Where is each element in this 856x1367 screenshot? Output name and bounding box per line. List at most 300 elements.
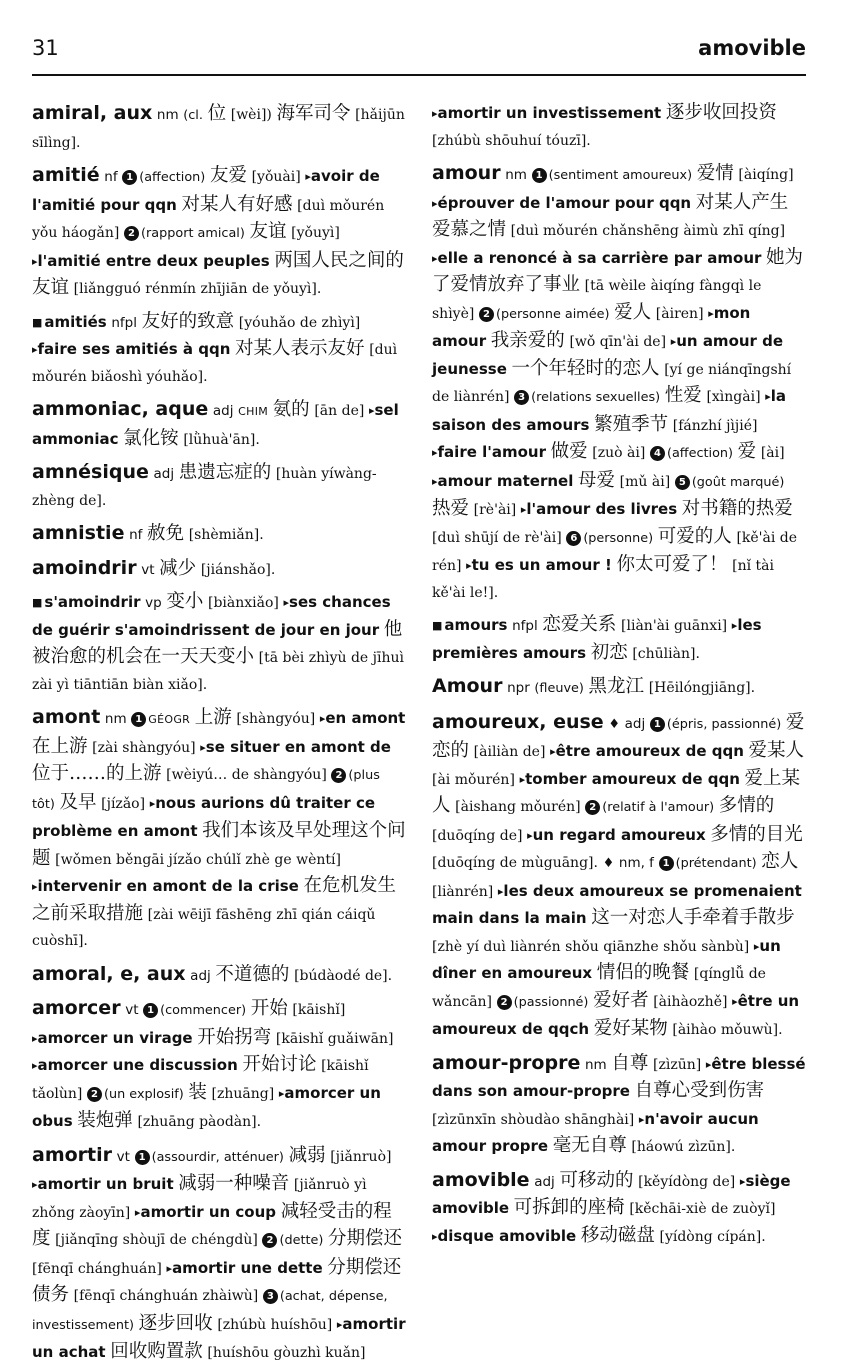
pinyin: [zhúbù huíshōu] xyxy=(217,1316,333,1333)
gram-label: nm xyxy=(584,1056,607,1073)
arrow-icon: ▸ xyxy=(32,254,38,268)
translation: 对某人有好感 xyxy=(181,193,293,215)
sense-label: (affection) xyxy=(666,446,734,461)
entry-amnesique xyxy=(32,459,406,514)
pinyin: [zài shàngyóu] xyxy=(92,739,196,756)
square-bullet-icon: ■ xyxy=(32,596,43,609)
arrow-icon: ▸ xyxy=(319,712,326,725)
sense-number: 2 xyxy=(124,226,139,241)
headword: amour-propre xyxy=(432,1051,581,1074)
arrow-icon: ▸ xyxy=(765,390,771,403)
example: amorcer une discussion xyxy=(37,1056,238,1074)
translation: 赦免 xyxy=(147,523,185,544)
pinyin: [duōqíng de mùguāng]. xyxy=(432,855,598,871)
translation: 开始 xyxy=(250,998,288,1019)
square-bullet-icon: ■ xyxy=(432,619,443,632)
pinyin: [fēnqī chánghuán] xyxy=(32,1260,162,1277)
gram-label: vt xyxy=(141,561,155,578)
pinyin: [jiǎnqīng shòujī de chéngdù] xyxy=(55,1232,258,1248)
translation: 他被治愈的机会在一天天变小 xyxy=(32,618,403,667)
translation: 逐步收回投资 xyxy=(665,102,777,123)
translation: 减弱一种噪音 xyxy=(178,1173,290,1194)
arrow-icon: ▸ xyxy=(432,446,438,459)
example: intervenir en amont de la crise xyxy=(37,877,299,895)
translation: 她为了爱情放弃了事业 xyxy=(432,246,804,295)
sense-label: (épris, passionné) xyxy=(666,716,782,732)
translation: 热爱 xyxy=(432,498,470,519)
pinyin: [duì shūjí de rè'ài] xyxy=(432,529,562,546)
pinyin: [shàngyóu] xyxy=(236,711,316,727)
arrow-icon: ▸ xyxy=(432,251,438,265)
translation: 黑龙江 xyxy=(588,676,645,697)
example: les premières amours xyxy=(432,616,762,662)
example: n'avoir aucun amour propre xyxy=(432,1109,759,1155)
arrow-icon: ▸ xyxy=(32,343,38,356)
sense-number: 3 xyxy=(263,1289,278,1304)
sense-number: 1 xyxy=(135,1150,150,1165)
sense-number: 2 xyxy=(262,1233,277,1248)
sense-label: (personne aimée) xyxy=(495,306,610,322)
translation: 爱情 xyxy=(696,163,734,184)
example: amour maternel xyxy=(437,471,574,490)
pinyin: [tā bèi zhìyù de jīhuì zài yì tiāntiān biàn xiǎo]. xyxy=(32,650,404,693)
translation: 爱好者 xyxy=(593,989,649,1011)
entry-amovible xyxy=(432,1167,806,1251)
arrow-icon: ▸ xyxy=(739,1174,746,1188)
translation: 一个年轻时的恋人 xyxy=(511,357,660,379)
translation: 在危机发生之前采取措施 xyxy=(32,875,396,924)
arrow-icon: ▸ xyxy=(520,503,527,516)
translation: 分期偿还 xyxy=(328,1228,403,1249)
headword: amont xyxy=(32,706,101,728)
arrow-icon: ▸ xyxy=(753,939,760,953)
headword: amorcer xyxy=(32,997,121,1019)
pinyin: [liàn'ài guānxi] xyxy=(621,618,728,634)
sense-number: 1 xyxy=(122,170,137,185)
arrow-icon: ▸ xyxy=(708,306,714,320)
example: être un amoureux de qqch xyxy=(432,991,800,1038)
translation: 减弱 xyxy=(288,1144,326,1166)
entry-amoureux xyxy=(432,709,806,1044)
pinyin: [wǒmen běngāi jízǎo chúlǐ zhè ge wèntí] xyxy=(55,851,341,868)
field-label: CHIM xyxy=(238,405,269,418)
pinyin: [ài] xyxy=(760,445,785,461)
translation: 你太可爱了！ xyxy=(616,554,728,575)
sense-number: 2 xyxy=(479,307,494,322)
arrow-icon: ▸ xyxy=(497,884,504,898)
arrow-icon: ▸ xyxy=(305,170,311,183)
gram-label: adj xyxy=(534,1173,555,1190)
sense-label: (achat, dépense, investissement) xyxy=(32,1289,388,1333)
translation: 多情的 xyxy=(718,795,775,816)
sense-number: 1 xyxy=(659,856,674,871)
translation: 开始讨论 xyxy=(242,1054,317,1075)
subheadword: s'amoindrir xyxy=(44,593,141,611)
pinyin: [zhè yí duì liànrén shǒu qiānzhe shǒu sànbù] xyxy=(432,938,750,955)
entry-ammoniac xyxy=(32,396,406,453)
gram-label: nfpl xyxy=(512,618,538,634)
arrow-icon: ▸ xyxy=(278,1086,285,1100)
gram-label: vt xyxy=(116,1148,130,1165)
arrow-icon: ▸ xyxy=(134,1205,141,1219)
translation: 对某人表示友好 xyxy=(235,338,365,359)
translation: 性爱 xyxy=(664,385,702,406)
entry-amour xyxy=(432,160,806,606)
sense-label: (goût marqué) xyxy=(691,474,785,490)
pinyin: [àiren] xyxy=(655,305,704,322)
translation: 自尊心受到伤害 xyxy=(634,1080,765,1101)
header-rule xyxy=(32,74,806,76)
pinyin: [liànrén] xyxy=(432,883,494,900)
translation: 情侣的晚餐 xyxy=(596,962,690,983)
sense-label: (passionné) xyxy=(513,994,589,1010)
headword: amoindrir xyxy=(32,556,137,579)
pinyin: [xìngài] xyxy=(706,389,761,405)
headword: amoral, e, aux xyxy=(32,962,186,985)
translation: 友谊 xyxy=(249,221,287,242)
entry-amoindrir xyxy=(32,555,406,584)
gram-label: vt xyxy=(125,1002,139,1018)
translation: 恋爱关系 xyxy=(542,614,617,635)
sense-label: (prétendant) xyxy=(675,856,757,871)
translation: 氯化铵 xyxy=(123,427,179,449)
translation: 装炮弹 xyxy=(77,1110,133,1131)
gram-label: nf xyxy=(129,527,143,543)
pinyin: [tā wèile àiqíng fàngqì le shìyè] xyxy=(432,278,762,322)
arrow-icon: ▸ xyxy=(368,404,375,417)
arrow-icon: ▸ xyxy=(149,796,156,810)
example: être blessé dans son amour-propre xyxy=(432,1054,806,1100)
example: amortir un coup xyxy=(140,1202,277,1221)
sense-label: (commencer) xyxy=(160,1003,247,1018)
entry-amortir-continued xyxy=(432,100,806,154)
translation: 逐步回收 xyxy=(138,1312,213,1334)
translation: 海军司令 xyxy=(276,103,351,124)
translation: 自尊 xyxy=(611,1052,649,1074)
translation: 我们本该及早处理这个问题 xyxy=(32,820,406,869)
example: l'amour des livres xyxy=(526,500,678,518)
pinyin: [kěchāi-xiè de zuòyǐ] xyxy=(629,1201,776,1217)
gram-label: nm xyxy=(104,711,127,727)
example: éprouver de l'amour pour qqn xyxy=(437,193,692,212)
gram-label: adj xyxy=(212,403,234,419)
example: la saison des amours xyxy=(432,387,786,434)
example: disque amovible xyxy=(437,1226,577,1245)
headword: amoureux, euse xyxy=(432,710,604,733)
translation: 及早 xyxy=(59,791,97,813)
sense-number: 5 xyxy=(675,475,690,490)
sense-number: 3 xyxy=(514,390,529,405)
example: amortir un achat xyxy=(32,1314,406,1361)
example: sel ammoniac xyxy=(32,401,399,448)
arrow-icon: ▸ xyxy=(466,559,472,572)
arrow-icon: ▸ xyxy=(166,1261,173,1275)
sense-number: 4 xyxy=(650,446,665,461)
arrow-icon: ▸ xyxy=(519,772,526,786)
translation: 可移动的 xyxy=(559,1169,634,1191)
subheadword: amitiés xyxy=(44,312,107,331)
pinyin: [zuò ài] xyxy=(592,445,646,461)
square-bullet-icon: ■ xyxy=(32,315,43,329)
translation: 变小 xyxy=(166,591,204,612)
arrow-icon: ▸ xyxy=(550,745,556,758)
arrow-icon: ▸ xyxy=(32,1031,38,1045)
pinyin: [nǐ tài kě'ài le!]. xyxy=(432,558,774,601)
pinyin: [mǔ ài] xyxy=(619,473,671,490)
translation: 可拆卸的座椅 xyxy=(513,1197,625,1218)
running-head: amovible xyxy=(698,36,806,60)
gram-label: npr xyxy=(507,680,530,696)
translation: 初恋 xyxy=(590,641,628,663)
example: les deux amoureux se promenaient main dans la main xyxy=(432,881,802,927)
pinyin: [Hēilóngjiāng]. xyxy=(648,680,756,696)
example: faire l'amour xyxy=(437,443,546,461)
entry-amortir xyxy=(32,1142,406,1367)
pinyin: [zhuāng pàodàn]. xyxy=(137,1114,262,1130)
gram-label: adj xyxy=(624,715,646,732)
diamond-icon: ♦ xyxy=(608,716,620,732)
pinyin: [liǎngguó rénmín zhījiān de yǒuyì]. xyxy=(73,281,322,297)
example: elle a renoncé à sa carrière par amour xyxy=(437,248,762,267)
page-header xyxy=(32,36,806,78)
example: amortir une dette xyxy=(172,1258,323,1277)
pinyin: [àihàozhě] xyxy=(653,993,728,1010)
sense-label: (relations sexuelles) xyxy=(531,390,661,405)
pinyin: [àishang mǒurén] xyxy=(455,799,581,815)
translation: 对某人产生爱慕之情 xyxy=(432,191,789,240)
gram-label: vp xyxy=(145,595,162,611)
entry-amours xyxy=(432,612,806,667)
translation: 装 xyxy=(188,1081,207,1103)
pinyin: [háowú zìzūn]. xyxy=(631,1139,736,1155)
arrow-icon: ▸ xyxy=(732,994,738,1008)
pinyin: [àihào mǒuwù]. xyxy=(672,1022,783,1038)
pinyin: [hǎijūn sīlìng]. xyxy=(32,107,405,151)
arrow-icon: ▸ xyxy=(32,1059,38,1072)
pinyin: [yǒuyì] xyxy=(291,225,340,241)
arrow-icon: ▸ xyxy=(283,596,290,609)
pinyin: [kāishǐ guǎiwān] xyxy=(275,1030,394,1047)
sense-label: (assourdir, atténuer) xyxy=(151,1149,284,1165)
gram-label: nm xyxy=(505,167,527,183)
example: avoir de l'amitié pour qqn xyxy=(32,167,380,214)
translation: 两国人民之间的友谊 xyxy=(32,249,404,298)
pinyin: [yídòng cípán]. xyxy=(659,1228,766,1245)
pinyin: [búdàodé de]. xyxy=(294,967,393,984)
arrow-icon: ▸ xyxy=(432,196,438,210)
entry-amorcer xyxy=(32,995,406,1136)
headword: amnésique xyxy=(32,461,149,483)
headword: ammoniac, aque xyxy=(32,398,209,420)
translation: 恋人 xyxy=(761,851,799,872)
pinyin: [yǒuài] xyxy=(251,169,301,185)
right-column xyxy=(432,100,806,1330)
example: mon amour xyxy=(432,303,751,350)
sense-number: 2 xyxy=(585,800,600,815)
pinyin: [jiǎnruò] xyxy=(330,1148,392,1165)
headword: amovible xyxy=(432,1168,530,1191)
translation: 回收购置款 xyxy=(110,1341,203,1362)
sense-label: (dette) xyxy=(279,1233,324,1248)
translation: 开始拐弯 xyxy=(197,1026,272,1048)
pinyin: [fēnqī chánghuán zhàiwù] xyxy=(73,1288,259,1304)
arrow-icon: ▸ xyxy=(432,474,438,488)
pinyin: [fánzhí jìjié] xyxy=(672,417,758,434)
translation: 毫无自尊 xyxy=(552,1135,627,1156)
pinyin: [rè'ài] xyxy=(473,502,517,518)
example: être amoureux de qqn xyxy=(555,742,744,760)
sense-number: 2 xyxy=(87,1087,102,1102)
pinyin: [duōqíng de] xyxy=(432,827,523,844)
pinyin: [wèiyú… de shàngyóu] xyxy=(166,767,327,783)
pinyin: [kěyídòng de] xyxy=(638,1173,736,1190)
headword: Amour xyxy=(432,675,503,697)
example: l'amitié entre deux peuples xyxy=(37,251,270,270)
pinyin: [àiqíng] xyxy=(738,167,794,183)
example: un amour de jeunesse xyxy=(432,332,784,378)
diamond-icon: ♦ xyxy=(602,856,615,871)
headword: amitié xyxy=(32,164,100,186)
pinyin: [jiánshǎo]. xyxy=(200,561,276,578)
translation: 爱某人 xyxy=(748,740,805,761)
translation: 减少 xyxy=(159,557,197,579)
page-number: 31 xyxy=(32,36,59,60)
pinyin: [jízǎo] xyxy=(101,795,146,812)
translation: 爱人 xyxy=(614,301,652,323)
gram-label: nfpl xyxy=(111,314,137,331)
sense-number: 1 xyxy=(532,168,547,183)
entry-samoindrir xyxy=(32,589,406,698)
pinyin: [shèmiǎn]. xyxy=(188,527,264,543)
translation: 氨的 xyxy=(272,399,310,420)
pinyin: [ān de] xyxy=(314,403,365,419)
pinyin: [jiǎnruò yì zhǒng zàoyīn] xyxy=(32,1177,367,1221)
translation: 多情的目光 xyxy=(710,823,803,845)
pinyin: [kě'ài de rén] xyxy=(432,529,798,574)
translation: 位于……的上游 xyxy=(32,763,162,784)
sense-label: (un explosif) xyxy=(104,1086,184,1102)
pinyin: [biànxiǎo] xyxy=(207,595,279,611)
sense-label: (relatif à l'amour) xyxy=(602,800,715,815)
pinyin: [zhuāng] xyxy=(211,1085,275,1102)
example: ses chances de guérir s'amoindrissent de jour en jour xyxy=(32,593,391,639)
sense-label: (personne) xyxy=(583,530,654,546)
sense-number: 6 xyxy=(566,531,581,546)
pinyin: [zài wēijī fāshēng zhī qián cáiqǔ cuòshī]. xyxy=(32,906,376,949)
translation: 爱恋的 xyxy=(432,711,805,761)
translation: 可爱的人 xyxy=(657,525,732,547)
pinyin: [wǒ qīn'ài de] xyxy=(569,334,667,350)
example: siège amovible xyxy=(432,1171,791,1217)
pinyin: [kāishǐ] xyxy=(292,1002,346,1018)
gram-label: nm, f xyxy=(618,855,654,871)
arrow-icon: ▸ xyxy=(705,1057,712,1071)
sense-label: (sentiment amoureux) xyxy=(548,168,693,183)
example: un dîner en amoureux xyxy=(432,936,781,982)
pinyin: [wèi]) xyxy=(230,107,272,123)
translation: 爱上某人 xyxy=(432,767,801,816)
sense-label: (fleuve) xyxy=(534,681,584,696)
translation: 上游 xyxy=(194,707,232,728)
arrow-icon: ▸ xyxy=(336,1317,343,1331)
translation: 我亲爱的 xyxy=(490,330,565,351)
translation: 爱 xyxy=(737,441,757,462)
pinyin: [duì mǒurén biǎoshì yóuhǎo]. xyxy=(32,342,398,385)
translation: 爱好某物 xyxy=(593,1018,668,1039)
entry-Amour-proper xyxy=(432,673,806,703)
sense-label: (affection) xyxy=(139,170,206,185)
pinyin: [àiliàn de] xyxy=(473,744,546,760)
example: faire ses amitiés à qqn xyxy=(37,340,231,358)
example: se situer en amont de xyxy=(205,737,391,756)
pinyin: [zhúbù shōuhuí tóuzī]. xyxy=(432,132,591,149)
sense-label: (rapport amical) xyxy=(141,226,245,241)
arrow-icon: ▸ xyxy=(731,619,738,632)
gram-label: nm xyxy=(156,107,179,123)
headword: amiral, aux xyxy=(32,102,153,124)
arrow-icon: ▸ xyxy=(432,107,438,120)
entry-amoral xyxy=(32,961,406,990)
example: en amont xyxy=(325,709,406,727)
translation: 友爱 xyxy=(209,165,247,186)
subheadword: amours xyxy=(444,616,508,634)
pinyin: [duì mǒurén yǒu háogǎn] xyxy=(32,197,385,241)
sense-label: (plus tôt) xyxy=(32,768,380,812)
arrow-icon: ▸ xyxy=(432,1229,438,1243)
headword: amortir xyxy=(32,1143,113,1166)
entry-amiral xyxy=(32,100,406,156)
sense-number: 1 xyxy=(131,712,146,727)
pinyin: [kāishǐ tǎolùn] xyxy=(32,1058,369,1102)
field-label: GÉOGR xyxy=(148,713,191,726)
example: tu es un amour ! xyxy=(471,556,612,574)
example: nous aurions dû traiter ce problème en amont xyxy=(32,793,376,840)
example: amorcer un virage xyxy=(37,1028,193,1047)
entry-amont xyxy=(32,704,406,955)
example: amortir un investissement xyxy=(437,104,662,122)
example: un regard amoureux xyxy=(532,825,706,844)
example: amorcer un obus xyxy=(32,1083,381,1130)
arrow-icon: ▸ xyxy=(527,828,533,842)
example: amortir un bruit xyxy=(37,1175,174,1193)
translation: 在上游 xyxy=(32,735,88,757)
translation: 患遗忘症的 xyxy=(178,462,272,483)
pinyin: [zìzūnxīn shòudào shānghài] xyxy=(432,1111,635,1128)
pinyin: [lǜhuà'ān]. xyxy=(183,431,260,448)
translation: 减轻受击的程度 xyxy=(32,1200,392,1249)
example: tomber amoureux de qqn xyxy=(525,769,740,788)
translation: 友好的致意 xyxy=(141,310,235,332)
arrow-icon: ▸ xyxy=(670,335,677,348)
pinyin: [ài mǒurén] xyxy=(432,771,515,788)
sense-number: 1 xyxy=(143,1003,158,1018)
sense-number: 2 xyxy=(331,768,346,783)
pinyin: [yí ge niánqīngshí de liànrén] xyxy=(432,361,792,405)
headword: amnistie xyxy=(32,522,125,544)
pinyin: [huíshōu gòuzhì kuǎn] xyxy=(207,1345,366,1361)
entry-amour-propre xyxy=(432,1050,806,1161)
translation: 对书籍的热爱 xyxy=(681,498,793,519)
left-column xyxy=(32,100,406,1362)
translation: 这一对恋人手牵着手散步 xyxy=(591,907,795,928)
pinyin: [zìzūn] xyxy=(653,1056,702,1073)
translation: 母爱 xyxy=(578,469,616,491)
gram-label: adj xyxy=(190,967,211,984)
translation: 繁殖季节 xyxy=(594,413,669,435)
classifier-char: 位 xyxy=(207,103,227,124)
arrow-icon: ▸ xyxy=(200,740,206,754)
arrow-icon: ▸ xyxy=(32,1178,38,1191)
